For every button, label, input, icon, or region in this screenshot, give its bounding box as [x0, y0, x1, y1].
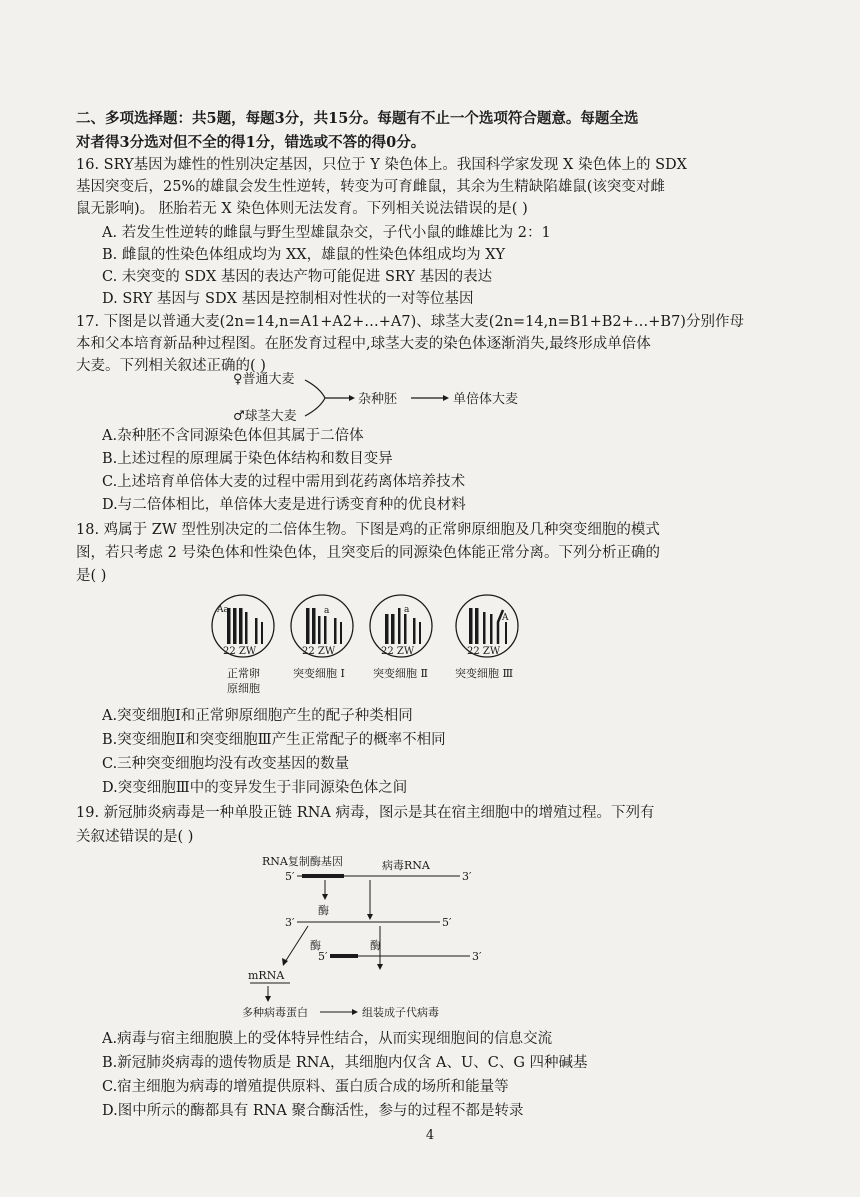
- page-number: 4: [425, 1128, 435, 1143]
- q18-option-d: D.突变细胞Ⅲ中的变异发生于非同源染色体之间: [102, 780, 408, 796]
- q16-option-b: B. 雌鼠的性染色体组成均为 XX，雄鼠的性染色体组成均为 XY: [102, 247, 506, 263]
- q16-stem-line-3: 鼠无影响)。 胚胎若无 X 染色体则无法发育。下列相关说法错误的是( ): [76, 201, 528, 217]
- q19-option-b: B.新冠肺炎病毒的遗传物质是 RNA，其细胞内仅含 A、U、C、G 四种碱基: [102, 1055, 588, 1071]
- q17-option-c: C.上述培育单倍体大麦的过程中需用到花药离体培养技术: [102, 474, 466, 490]
- q17-cross-bracket: [305, 380, 325, 416]
- q19-option-c: C.宿主细胞为病毒的增殖提供原料、蛋白质合成的场所和能量等: [102, 1079, 509, 1095]
- q19-low-5prime: 5′: [318, 950, 328, 963]
- q18-option-c: C.三种突变细胞均没有改变基因的数量: [102, 756, 350, 772]
- q17-option-a: A.杂种胚不含同源染色体但其属于二倍体: [102, 428, 364, 444]
- q19-assemble-label: 组装成子代病毒: [362, 1006, 439, 1019]
- cell-mutant-3-genes: A: [502, 613, 509, 623]
- cell-mutant-1: [291, 595, 353, 680]
- q17-stem-line-1: 17. 下图是以普通大麦(2n=14,n=A1+A2+…+A7)、球茎大麦(2n=14,n=B1+B2+…+B7)分别作母: [76, 314, 744, 330]
- q19-gene-segment: [302, 874, 344, 878]
- q19-top-5prime: 5′: [285, 870, 295, 883]
- q17-female-label: ♀普通大麦: [233, 372, 295, 387]
- q17-arrowhead-2: [443, 395, 449, 401]
- q18-option-b: B.突变细胞Ⅱ和突变细胞Ⅲ产生正常配子的概率不相同: [102, 732, 446, 748]
- q19-option-a: A.病毒与宿主细胞膜上的受体特异性结合，从而实现细胞间的信息交流: [102, 1031, 553, 1047]
- q18-option-a: A.突变细胞Ⅰ和正常卵原细胞产生的配子种类相同: [102, 708, 413, 724]
- q19-viral-rna-label: 病毒RNA: [382, 859, 430, 872]
- q18-stem-line-3: 是( ): [76, 568, 107, 584]
- q19-enzyme-3: 酶: [370, 939, 381, 952]
- section-heading-line-2: 对者得3分选对但不全的得1分，错选或不答的得0分。: [76, 134, 426, 151]
- q17-breeding-diagram: [225, 368, 545, 426]
- q19-stem-line-2: 关叙述错误的是( ): [76, 829, 194, 845]
- cell-normal-label-2: 原细胞: [227, 682, 260, 695]
- q19-mid-5prime: 5′: [442, 916, 452, 929]
- cell-mutant-2-chrom-label: 22 ZW: [381, 646, 415, 657]
- q19-top-3prime: 3′: [462, 870, 472, 883]
- q16-option-a: A. 若发生性逆转的雌鼠与野生型雄鼠杂交，子代小鼠的雌雄比为 2：1: [102, 225, 551, 241]
- cell-mutant-3: [455, 595, 518, 680]
- cell-mutant-1-chrom-label: 22 ZW: [302, 646, 336, 657]
- cell-normal-label-1: 正常卵: [227, 667, 260, 680]
- cell-mutant-1-genes: a: [324, 606, 330, 616]
- cell-mutant-3-label: 突变细胞 Ⅲ: [455, 667, 514, 680]
- q19-low-3prime: 3′: [472, 950, 482, 963]
- cell-mutant-1-label: 突变细胞 Ⅰ: [293, 667, 345, 680]
- q17-arrowhead-1: [349, 395, 355, 401]
- cell-mutant-2-label: 突变细胞 Ⅱ: [373, 667, 428, 680]
- cell-mutant-2-genes: a: [404, 605, 410, 615]
- q18-stem-line-2: 图，若只考虑 2 号染色体和性染色体，且突变后的同源染色体能正常分离。下列分析正确的: [76, 545, 660, 561]
- q19-option-d: D.图中所示的酶都具有 RNA 聚合酶活性，参与的过程不都是转录: [102, 1103, 524, 1119]
- q17-stem-line-3: 大麦。下列相关叙述正确的( ): [76, 358, 266, 374]
- cell-mutant-3-chrom-label: 22 ZW: [467, 646, 501, 657]
- q19-mrna-label: mRNA: [248, 969, 285, 982]
- q17-option-b: B.上述过程的原理属于染色体结构和数目变异: [102, 451, 393, 467]
- q19-enzyme-1: 酶: [318, 904, 329, 917]
- q19-proteins-label: 多种病毒蛋白: [242, 1006, 308, 1019]
- q19-stem-line-1: 19. 新冠肺炎病毒是一种单股正链 RNA 病毒，图示是其在宿主细胞中的增殖过程。下列有: [76, 805, 655, 821]
- q17-embryo-label: 杂种胚: [358, 392, 398, 407]
- q17-stem-line-2: 本和父本培育新品种过程图。在胚发育过程中,球茎大麦的染色体逐渐消失,最终形成单倍体: [76, 336, 651, 352]
- q19-enzyme-2: 酶: [310, 939, 321, 952]
- q17-male-label: ♂球茎大麦: [233, 409, 297, 424]
- section-heading-line-1: 二、多项选择题：共5题，每题3分，共15分。每题有不止一个选项符合题意。每题全选: [76, 110, 639, 127]
- cell-normal-genes: Aa: [217, 605, 229, 615]
- q18-stem-line-1: 18. 鸡属于 ZW 型性别决定的二倍体生物。下图是鸡的正常卵原细胞及几种突变细胞的模式: [76, 522, 660, 538]
- q16-option-c: C. 未突变的 SDX 基因的表达产物可能促进 SRY 基因的表达: [102, 269, 493, 285]
- q18-cell-diagram: [205, 588, 545, 700]
- q19-mid-3prime: 3′: [285, 916, 295, 929]
- q19-gene-label: RNA复制酶基因: [262, 855, 343, 868]
- cell-mutant-2: [370, 595, 432, 680]
- q16-stem-line-1: 16. SRY基因为雄性的性别决定基因，只位于 Y 染色体上。我国科学家发现 X 染色体上的 SDX: [76, 157, 687, 173]
- cell-normal-chrom-label: 22 ZW: [223, 646, 257, 657]
- q16-stem-line-2: 基因突变后，25%的雄鼠会发生性逆转，转变为可育雌鼠，其余为生精缺陷雄鼠(该突变对雌: [76, 179, 665, 195]
- cell-normal: [212, 595, 274, 695]
- q16-option-d: D. SRY 基因与 SDX 基因是控制相对性状的一对等位基因: [102, 291, 474, 307]
- q17-result-label: 单倍体大麦: [453, 392, 519, 407]
- q17-option-d: D.与二倍体相比，单倍体大麦是进行诱变育种的优良材料: [102, 497, 466, 513]
- q19-replication-diagram: [230, 852, 520, 1020]
